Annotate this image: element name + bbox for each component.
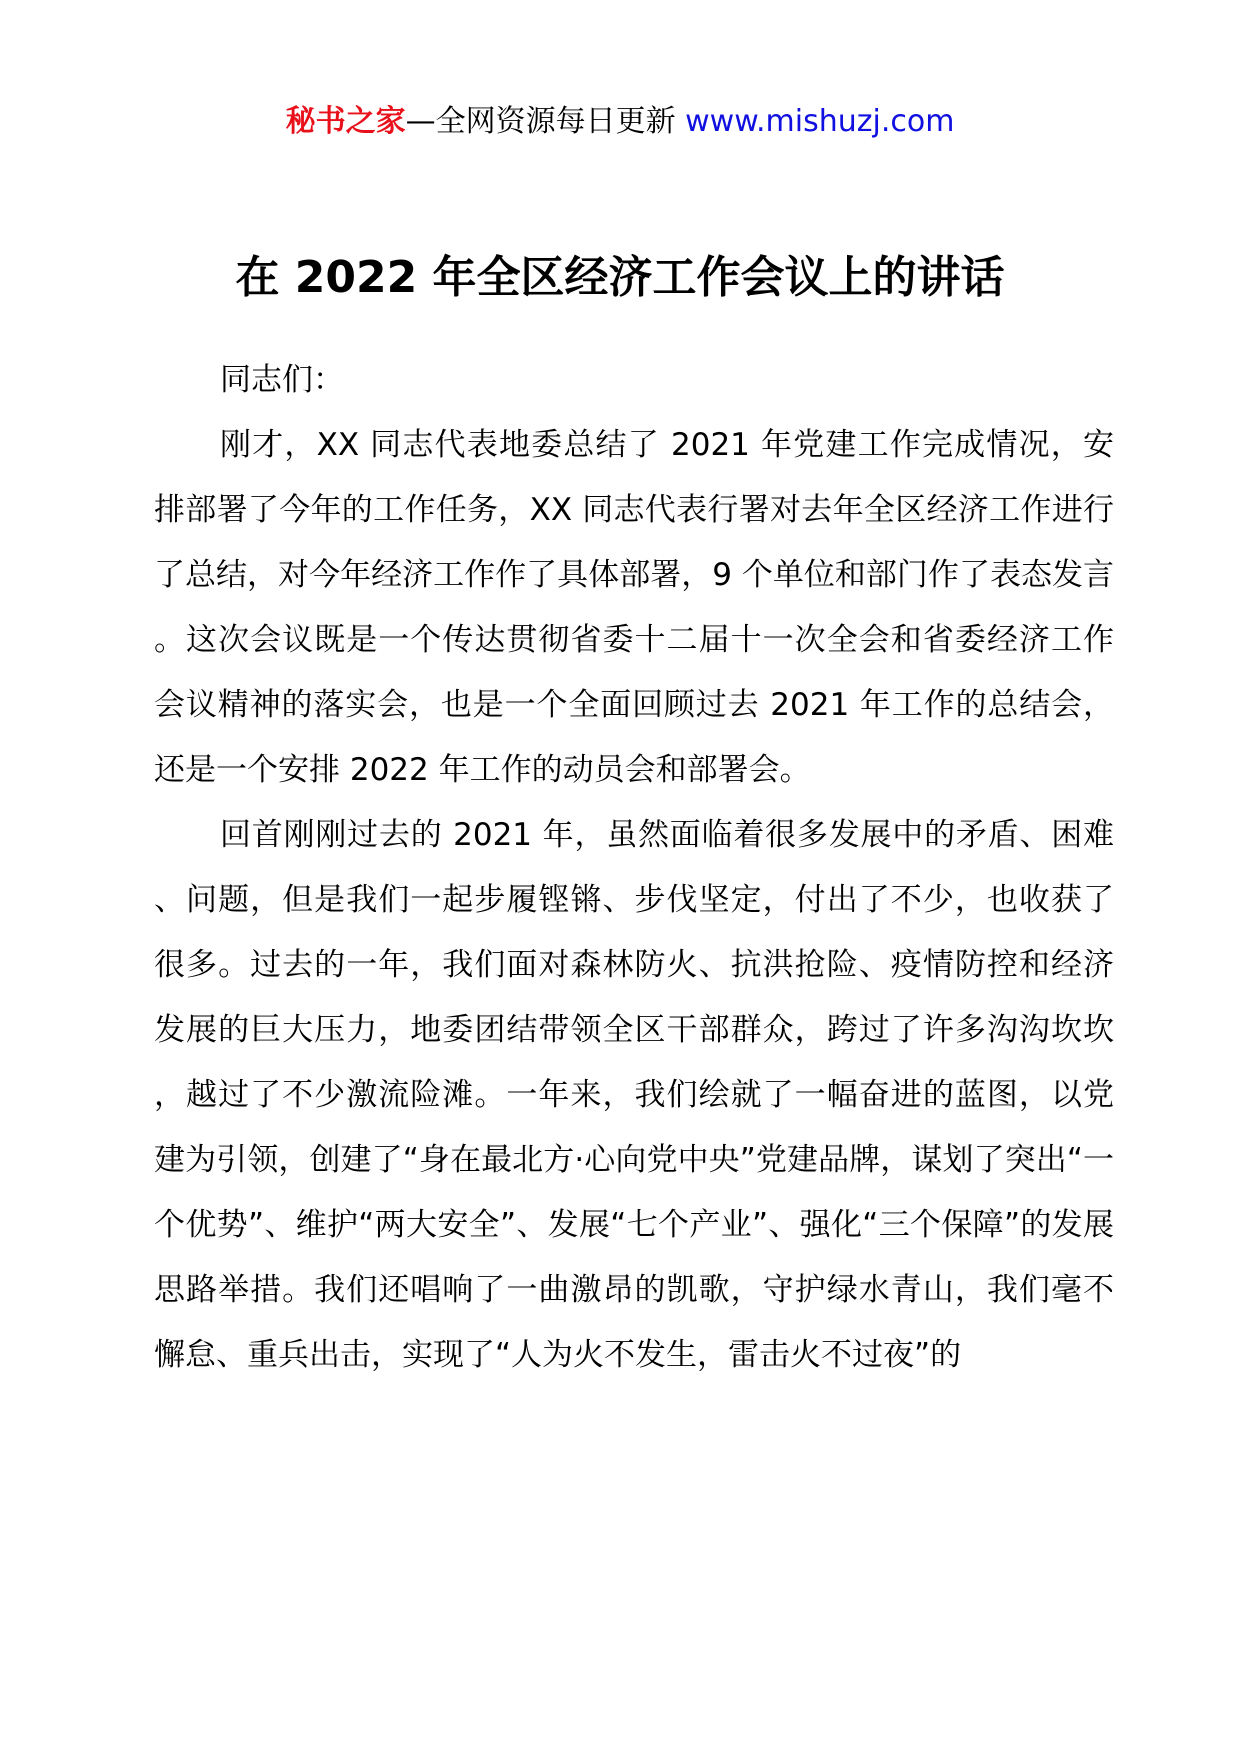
- document-title: 在 2022 年全区经济工作会议上的讲话: [235, 252, 1005, 303]
- paragraph-2: 回首刚刚过去的 2021 年，虽然面临着很多发展中的矛盾、困难、问题，但是我们一起步履铿锵、步伐坚定，付出了不少，也收获了很多。过去的一年，我们面对森林防火、抗洪抢险、疫情防控和经济发展的巨大压力，地委团结带领全区干部群众，跨过了许多沟沟坎坎，越过了不少激流险滩。一年来，我们绘就了一幅奋进的蓝图，以党建为引领，创建了“身在最北方·心向党中央”党建品牌，谋划了突出“一个优势”、维护“两大安全”、发展“七个产业”、强化“三个保障”的发展思路举措。我们还唱响了一曲激昂的凯歌，守护绿水青山，我们毫不懈怠、重兵出击，实现了“人为火不发生，雷击火不过夜”的: [154, 817, 1114, 1373]
- document-body: [154, 348, 1114, 1388]
- salutation: 同志们：: [220, 362, 344, 398]
- brand-name: 秘书之家: [285, 104, 406, 139]
- banner-tagline: —全网资源每日更新: [405, 104, 686, 139]
- site-url-link[interactable]: www.mishuzj.com: [685, 104, 955, 139]
- paragraph-1: 刚才，XX 同志代表地委总结了 2021 年党建工作完成情况，安排部署了今年的工作任务，XX 同志代表行署对去年全区经济工作进行了总结，对今年经济工作作了具体部署，9 个单位和部门作了表态发言。这次会议既是一个传达贯彻省委十二届十一次全会和省委经济工作会议精神的落实会，也是一个全面回顾过去 2021 年工作的总结会，还是一个安排 2022 年工作的动员会和部署会。: [154, 427, 1114, 788]
- site-banner: [0, 100, 1240, 144]
